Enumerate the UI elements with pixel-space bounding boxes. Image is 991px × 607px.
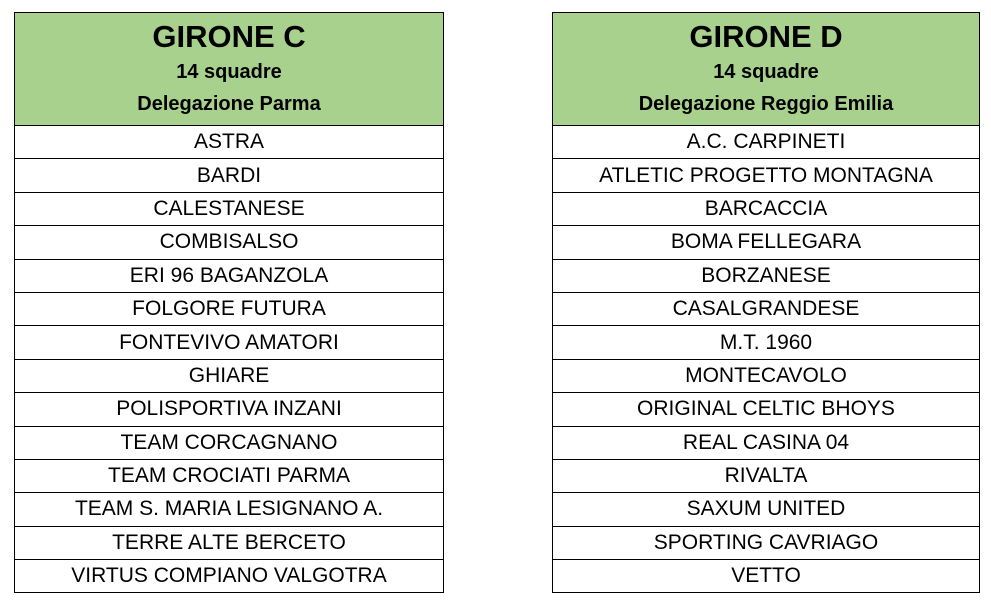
girone-c-team-name: BARDI — [15, 159, 444, 192]
table-row — [15, 326, 444, 359]
table-row — [15, 259, 444, 292]
girone-d-header — [553, 13, 980, 126]
girone-c-title: GIRONE C — [152, 19, 306, 54]
girone-d-team-name: BARCACCIA — [553, 192, 980, 225]
girone-d-team-name: BOMA FELLEGARA — [553, 226, 980, 259]
girone-d-team-name: A.C. CARPINETI — [553, 126, 980, 159]
girone-c-team-name: TEAM CROCIATI PARMA — [15, 459, 444, 492]
table-row — [15, 526, 444, 559]
girone-d-delegation: Delegazione Reggio Emilia — [638, 93, 894, 115]
girone-c-team-name: TEAM S. MARIA LESIGNANO A. — [15, 493, 444, 526]
table-row — [15, 292, 444, 325]
table-row — [15, 192, 444, 225]
girone-d-team-name: VETTO — [553, 560, 980, 593]
table-row — [553, 393, 980, 426]
table-row — [15, 493, 444, 526]
table-row — [15, 426, 444, 459]
girone-c-team-name: TERRE ALTE BERCETO — [15, 526, 444, 559]
table-row — [553, 493, 980, 526]
girone-d-team-name: REAL CASINA 04 — [553, 426, 980, 459]
girone-c-team-name: COMBISALSO — [15, 226, 444, 259]
girone-d-team-name: M.T. 1960 — [553, 326, 980, 359]
girone-c-delegation: Delegazione Parma — [137, 93, 321, 115]
table-row — [553, 159, 980, 192]
table-row — [15, 159, 444, 192]
table-row — [15, 359, 444, 392]
table-row — [553, 359, 980, 392]
table-row — [15, 393, 444, 426]
girone-d-team-count: 14 squadre — [713, 61, 819, 83]
girone-d-team-name: SPORTING CAVRIAGO — [553, 526, 980, 559]
girone-c-team-list — [15, 126, 444, 593]
girone-c-team-name: TEAM CORCAGNANO — [15, 426, 444, 459]
table-row — [553, 226, 980, 259]
table-row — [553, 426, 980, 459]
girone-c-team-name: FOLGORE FUTURA — [15, 292, 444, 325]
girone-d-header-row — [553, 13, 980, 126]
table-row — [15, 226, 444, 259]
girone-d-team-name: ATLETIC PROGETTO MONTAGNA — [553, 159, 980, 192]
table-row — [553, 326, 980, 359]
table-row — [553, 292, 980, 325]
table-row — [553, 526, 980, 559]
girone-d-team-name: CASALGRANDESE — [553, 292, 980, 325]
table-row — [553, 192, 980, 225]
girone-c-table — [14, 12, 444, 593]
girone-c-team-name: CALESTANESE — [15, 192, 444, 225]
girone-d-team-list — [553, 126, 980, 593]
girone-d-team-name: BORZANESE — [553, 259, 980, 292]
girone-c-header-row — [15, 13, 444, 126]
girone-d-team-name: ORIGINAL CELTIC BHOYS — [553, 393, 980, 426]
table-row — [15, 459, 444, 492]
table-row — [553, 259, 980, 292]
girone-c-team-count: 14 squadre — [176, 61, 282, 83]
girone-d-team-name: MONTECAVOLO — [553, 359, 980, 392]
girone-d-title: GIRONE D — [689, 19, 843, 54]
girone-d-team-name: SAXUM UNITED — [553, 493, 980, 526]
girone-c-team-name: VIRTUS COMPIANO VALGOTRA — [15, 560, 444, 593]
girone-c-team-name: POLISPORTIVA INZANI — [15, 393, 444, 426]
table-row — [553, 560, 980, 593]
girone-c-team-name: GHIARE — [15, 359, 444, 392]
girone-c-team-name: FONTEVIVO AMATORI — [15, 326, 444, 359]
table-row — [15, 560, 444, 593]
girone-c-team-name: ASTRA — [15, 126, 444, 159]
girone-d-team-name: RIVALTA — [553, 459, 980, 492]
table-row — [553, 459, 980, 492]
girone-d-table — [552, 12, 980, 593]
girone-c-team-name: ERI 96 BAGANZOLA — [15, 259, 444, 292]
table-row — [15, 126, 444, 159]
table-row — [553, 126, 980, 159]
girone-c-header — [15, 13, 444, 126]
